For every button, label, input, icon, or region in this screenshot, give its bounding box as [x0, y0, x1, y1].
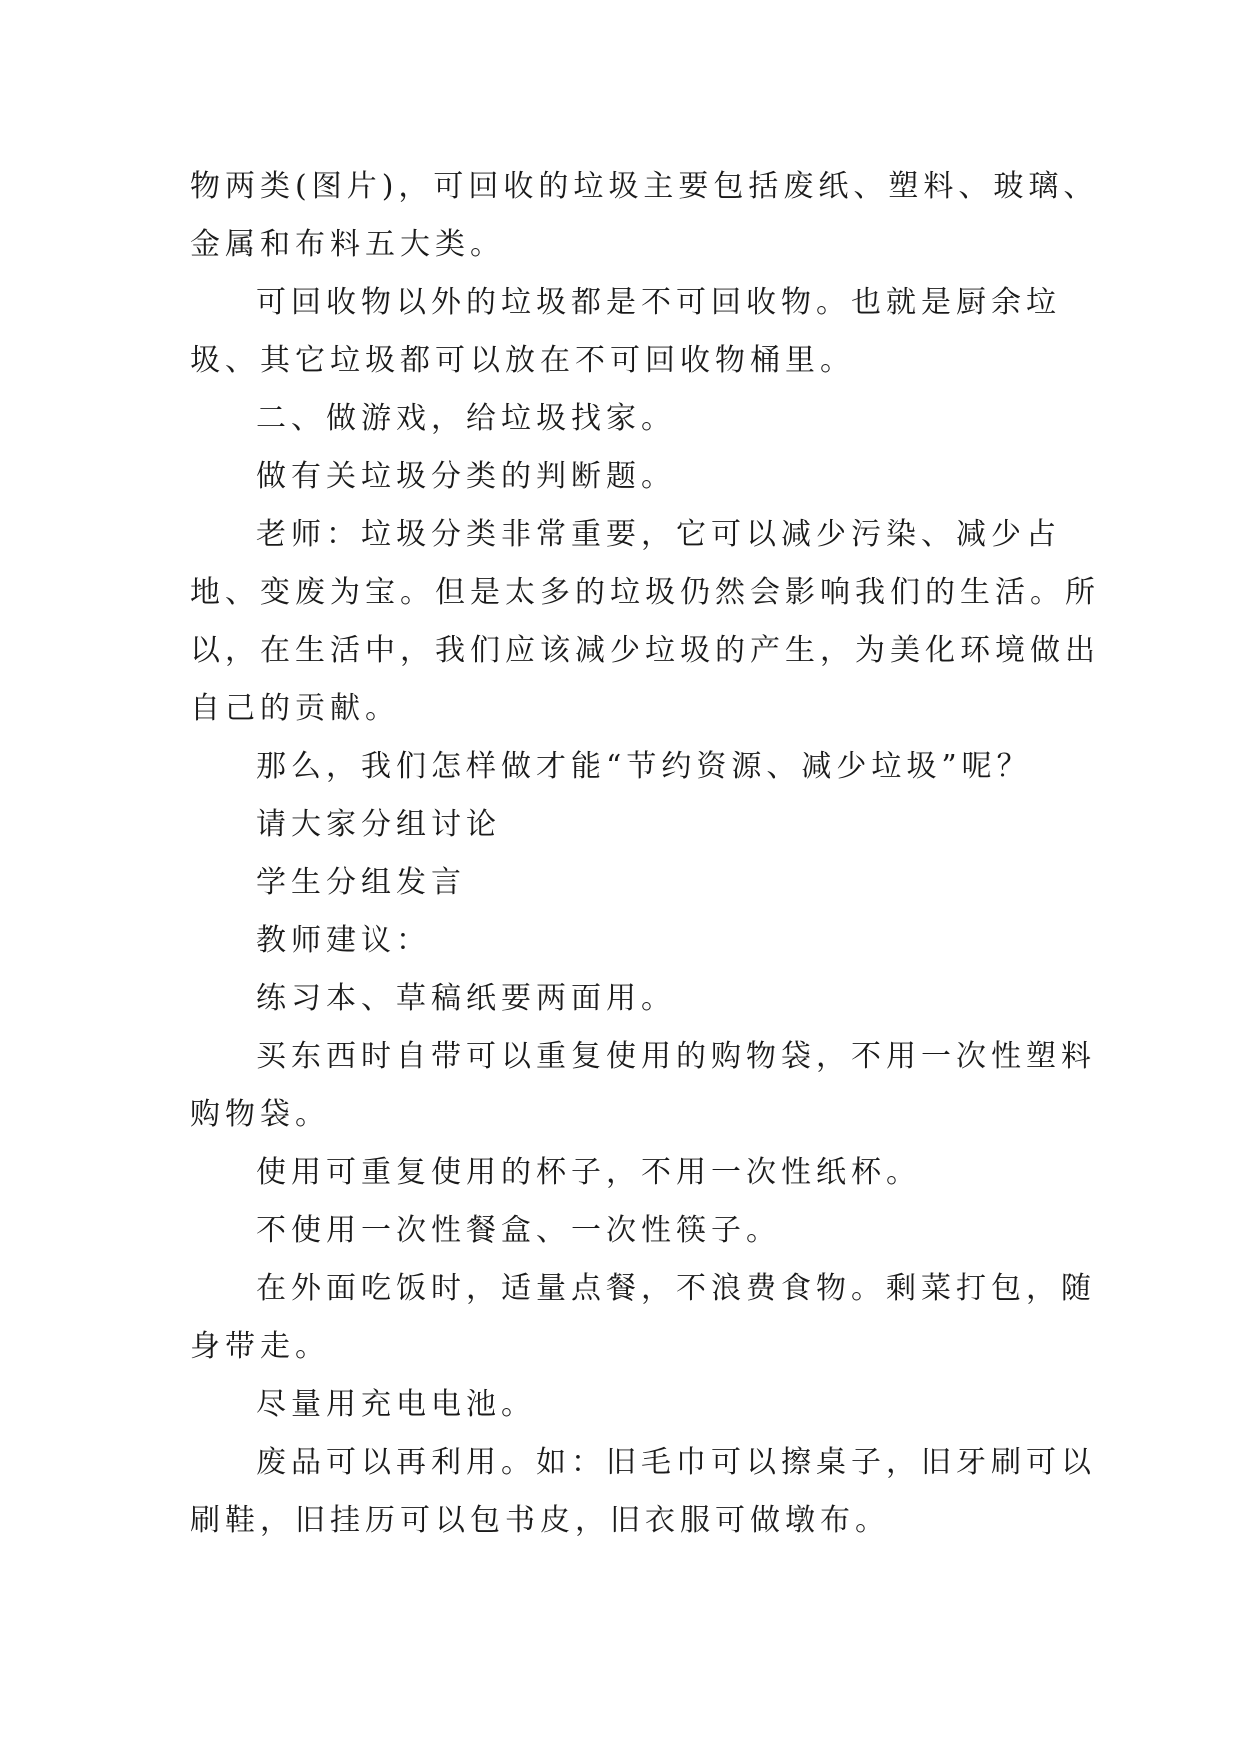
list-item-disposable-tableware: 不使用一次性餐盒、一次性筷子。	[256, 1213, 781, 1248]
paragraph-quiz: 做有关垃圾分类的判断题。	[256, 459, 676, 494]
section-heading-game: 二、做游戏，给垃圾找家。	[256, 401, 676, 436]
paragraph-question: 那么，我们怎样做才能“节约资源、减少垃圾”呢？	[256, 749, 1032, 784]
paragraph-recyclable-categories: 物两类(图片)，可回收的垃圾主要包括废纸、塑料、玻璃、金属和布料五大类。	[190, 169, 1099, 262]
list-item-cups: 使用可重复使用的杯子，不用一次性纸杯。	[256, 1155, 921, 1190]
list-item-paper: 练习本、草稿纸要两面用。	[256, 981, 676, 1016]
list-item-shopping-bag: 买东西时自带可以重复使用的购物袋，不用一次性塑料购物袋。	[190, 1039, 1096, 1132]
paragraph-teacher-suggestions: 教师建议：	[256, 923, 431, 958]
paragraph-group-discussion: 请大家分组讨论	[256, 807, 501, 842]
paragraph-teacher-remarks: 老师：垃圾分类非常重要，它可以减少污染、减少占地、变废为宝。但是太多的垃圾仍然会影响我们的生活。所以，在生活中，我们应该减少垃圾的产生，为美化环境做出自己的贡献。	[190, 517, 1100, 726]
list-item-dining-out: 在外面吃饭时，适量点餐，不浪费食物。剩菜打包，随身带走。	[190, 1271, 1096, 1364]
list-item-reuse: 废品可以再利用。如：旧毛巾可以擦桌子，旧牙刷可以刷鞋，旧挂历可以包书皮，旧衣服可做墩布。	[190, 1445, 1096, 1538]
paragraph-student-speech: 学生分组发言	[256, 865, 466, 900]
paragraph-non-recyclable: 可回收物以外的垃圾都是不可回收物。也就是厨余垃圾、其它垃圾都可以放在不可回收物桶里。	[190, 285, 1061, 378]
list-item-batteries: 尽量用充电电池。	[256, 1387, 536, 1422]
document-body	[190, 158, 1100, 1550]
